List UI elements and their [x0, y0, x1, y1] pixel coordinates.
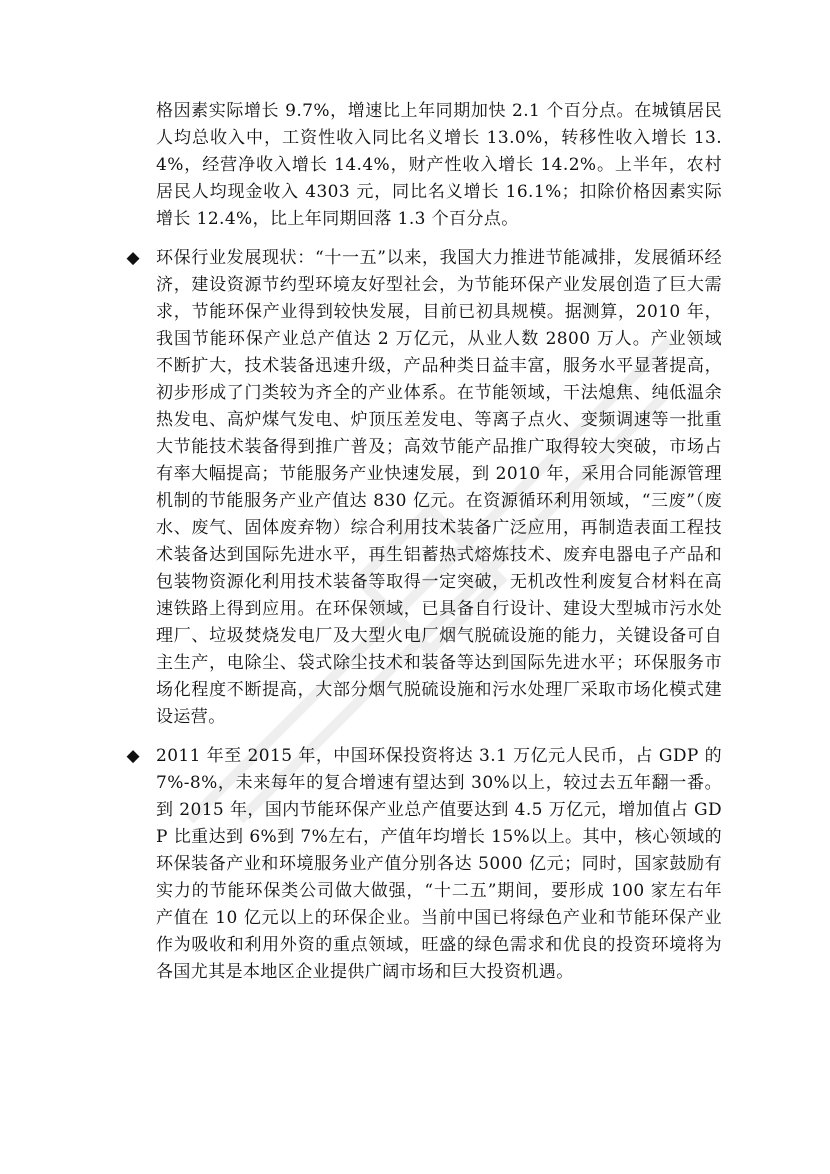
paragraph-industry-status: 环保行业发展现状：“十一五”以来，我国大力推进节能减排，发展循环经济，建设资源节约型环境友好型社会，为节能环保产业发展创造了巨大需求，节能环保产业得到较快发展，目前已初具规模。据测算，2010 年，我国节能环保产业总产值达 2 万亿元，从业人数 2800 万人。产业领域不断扩大，技术装备迅速升级，产品种类日益丰富，服务水平显著提高，初步形成了门类较为齐全的产业体系。在节能领域，干法熄焦、纯低温余热发电、高炉煤气发电、炉顶压差发电、等离子点火、变频调速等一批重大节能技术装备得到推广普及；高效节能产品推广取得较大突破，市场占有率大幅提高；节能服务产业快速发展，到 2010 年，采用合同能源管理机制的节能服务产业产值达 830 亿元。在资源循环利用领域，“三废”（废水、废气、固体废弃物）综合利用技术装备广泛应用，再制造表面工程技术装备达到国际先进水平，再生铝蓄热式熔炼技术、废弃电器电子产品和包装物资源化利用技术装备等取得一定突破，无机改性利废复合材料在高速铁路上得到应用。在环保领域，已具备自行设计、建设大型城市污水处理厂、垃圾焚烧发电厂及大型火电厂烟气脱硫设施的能力，关键设备可自主生产，电除尘、袋式除尘技术和装备等达到国际先进水平；环保服务市场化程度不断提高，大部分烟气脱硫设施和污水处理厂采取市场化模式建设运营。 — [156, 248, 722, 727]
document-body — [122, 98, 722, 998]
paragraph-investment-outlook: 2011 年至 2015 年，中国环保投资将达 3.1 万亿元人民币，占 GDP 的 7%-8%，未来每年的复合增速有望达到 30%以上，较过去五年翻一番。到 2015 年，国内节能环保产业总产值要达到 4.5 万亿元，增加值占 GDP 比重达到 6%到 7%左右，产值年均增长 15%以上。其中，核心领域的环保装备产业和环境服务业产值分别各达 5000 亿元；同时，国家鼓励有实力的节能环保类公司做大做强，“十二五”期间，要形成 100 家左右年产值在 10 亿元以上的环保企业。当前中国已将绿色产业和节能环保产业作为吸收和利用外资的重点领域，旺盛的绿色需求和优良的投资环境将为各国尤其是本地区企业提供广阔市场和巨大投资机遇。 — [156, 746, 722, 982]
list-item-industry-status — [122, 245, 722, 731]
black-diamond-icon: ◆ — [126, 248, 140, 268]
black-diamond-icon: ◆ — [126, 746, 140, 766]
list-item-investment-outlook — [122, 743, 722, 986]
paragraph-income: 格因素实际增长 9.7%，增速比上年同期加快 2.1 个百分点。在城镇居民人均总收入中，工资性收入同比名义增长 13.0%，转移性收入增长 13.4%，经营净收入增长 14.4%，财产性收入增长 14.2%。上半年，农村居民人均现金收入 4303 元，同比名义增长 16.1%；扣除价格因素实际增长 12.4%，比上年同期回落 1.3 个百分点。 — [156, 101, 722, 229]
